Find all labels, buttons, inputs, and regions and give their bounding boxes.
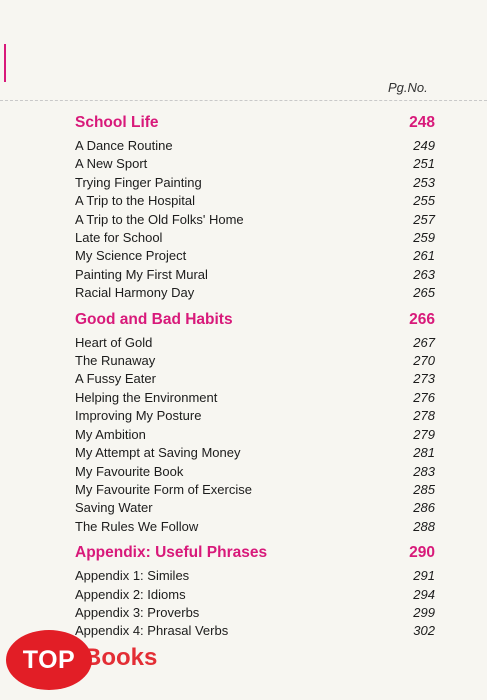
entry-page-number: 283 <box>413 463 435 479</box>
toc-entry[interactable] <box>75 463 435 481</box>
entry-page-number: 253 <box>413 174 435 190</box>
entry-title: A New Sport <box>75 156 148 172</box>
toc-entry[interactable] <box>75 334 435 352</box>
toc-entry[interactable] <box>75 444 435 462</box>
entry-title: My Favourite Form of Exercise <box>75 481 252 497</box>
entry-page-number: 276 <box>413 389 435 405</box>
entry-title: Heart of Gold <box>75 334 153 350</box>
entry-title: The Runaway <box>75 353 156 369</box>
toc-entry[interactable] <box>75 192 435 210</box>
toc-entry[interactable] <box>75 518 435 536</box>
table-of-contents <box>75 114 435 649</box>
toc-entry[interactable] <box>75 586 435 604</box>
entry-page-number: 299 <box>413 604 435 620</box>
entry-title: My Favourite Book <box>75 463 184 479</box>
entry-page-number: 285 <box>413 481 435 497</box>
toc-entry[interactable] <box>75 499 435 517</box>
section-title: Appendix: Useful Phrases <box>75 544 268 562</box>
entry-title: A Trip to the Hospital <box>75 193 195 209</box>
entry-page-number: 273 <box>413 371 435 387</box>
page-edge-mark <box>4 44 6 82</box>
toc-entry[interactable] <box>75 174 435 192</box>
section-title: School Life <box>75 114 159 131</box>
entry-title: Appendix 2: Idioms <box>75 586 186 602</box>
entry-page-number: 278 <box>413 408 435 424</box>
watermark-books-text: Books <box>84 644 158 671</box>
entry-page-number: 251 <box>413 156 435 172</box>
entry-title: Painting My First Mural <box>75 266 208 282</box>
entry-title: Late for School <box>75 230 163 246</box>
toc-entry[interactable] <box>75 481 435 499</box>
entry-page-number: 255 <box>413 193 435 209</box>
entry-title: Appendix 1: Similes <box>75 568 190 584</box>
entry-title: My Science Project <box>75 248 187 264</box>
toc-entry[interactable] <box>75 389 435 407</box>
toc-entry[interactable] <box>75 266 435 284</box>
entry-title: A Fussy Eater <box>75 371 156 387</box>
entry-title: My Ambition <box>75 426 146 442</box>
toc-entry[interactable] <box>75 137 435 155</box>
toc-entry[interactable] <box>75 370 435 388</box>
entry-page-number: 288 <box>413 518 435 534</box>
toc-section <box>75 311 435 536</box>
entry-title: My Attempt at Saving Money <box>75 445 241 461</box>
entry-page-number: 257 <box>413 211 435 227</box>
entry-page-number: 249 <box>413 138 435 153</box>
entry-title: Trying Finger Painting <box>75 174 202 190</box>
watermark-top-badge <box>6 630 92 690</box>
topbooks-watermark <box>0 622 200 700</box>
entry-page-number: 279 <box>413 426 435 442</box>
watermark-top-text: TOP <box>22 646 76 674</box>
section-page-number: 290 <box>409 544 435 562</box>
entry-page-number: 281 <box>413 445 435 461</box>
section-page-number: 248 <box>409 114 435 131</box>
entry-page-number: 286 <box>413 500 435 516</box>
entry-page-number: 270 <box>413 353 435 369</box>
entry-title: A Trip to the Old Folks' Home <box>75 211 244 227</box>
toc-entry[interactable] <box>75 567 435 585</box>
toc-entry[interactable] <box>75 407 435 425</box>
toc-entry[interactable] <box>75 604 435 622</box>
entry-title: Appendix 4: Phrasal Verbs <box>75 623 229 639</box>
section-page-number: 266 <box>409 310 435 328</box>
toc-entry[interactable] <box>75 426 435 444</box>
entry-page-number: 259 <box>413 230 435 246</box>
toc-section <box>75 114 435 303</box>
entry-page-number: 263 <box>413 266 435 282</box>
entry-title: Racial Harmony Day <box>75 285 195 301</box>
entry-title: Appendix 3: Proverbs <box>75 604 200 620</box>
toc-entry[interactable] <box>75 352 435 370</box>
entry-page-number: 291 <box>413 568 435 584</box>
entry-page-number: 267 <box>413 334 435 350</box>
entry-title: Improving My Posture <box>75 408 202 424</box>
toc-entry[interactable] <box>75 211 435 229</box>
toc-entry[interactable] <box>75 155 435 173</box>
page-number-column-label: Pg.No. <box>388 80 428 95</box>
section-heading[interactable] <box>75 311 435 329</box>
entry-title: Helping the Environment <box>75 389 218 405</box>
header-divider <box>0 100 487 101</box>
entry-page-number: 261 <box>413 248 435 264</box>
entry-page-number: 302 <box>413 623 435 639</box>
entry-page-number: 294 <box>413 586 435 602</box>
section-heading[interactable] <box>75 114 435 132</box>
toc-entry[interactable] <box>75 284 435 302</box>
entry-title: A Dance Routine <box>75 138 173 153</box>
section-title: Good and Bad Habits <box>75 310 233 328</box>
toc-entry[interactable] <box>75 247 435 265</box>
section-heading[interactable] <box>75 544 435 562</box>
entry-page-number: 265 <box>413 285 435 301</box>
entry-title: The Rules We Follow <box>75 518 199 534</box>
entry-title: Saving Water <box>75 500 153 516</box>
toc-entry[interactable] <box>75 229 435 247</box>
